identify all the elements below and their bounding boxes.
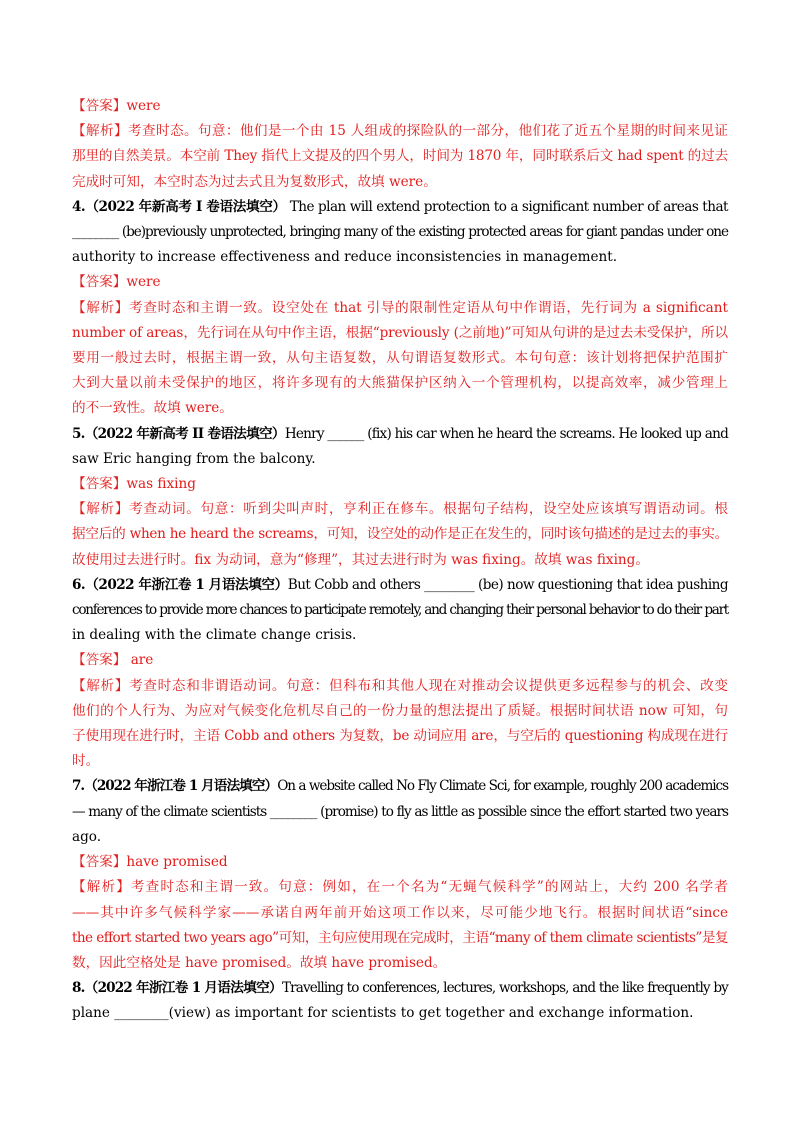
answer-line: 【答案】was fixing: [72, 476, 196, 493]
question-body-line: ________ (be)previously unprotected, bringing many of the existing protected areas for giant pandas under one: [72, 224, 728, 241]
answer-line: 【答案】were: [72, 274, 161, 291]
question-body-line: saw Eric hanging from the balcony.: [72, 450, 316, 467]
question-text: The plan will extend protection to a significant number of areas that: [285, 198, 728, 215]
question-body-line: in dealing with the climate change crisis.: [72, 627, 357, 644]
question-text: Travelling to conferences, lectures, workshops, and the like frequently by: [281, 980, 728, 997]
question-line: [72, 422, 728, 447]
analysis-line: 数，因此空格处是 have promised。故填 have promised。: [72, 954, 447, 971]
question-number: 4.（2022 年新高考 I 卷语法填空）: [72, 198, 286, 215]
question-body-line: — many of the climate scientists ________ (promise) to fly as little as possible since the effort started two years: [72, 803, 728, 820]
analysis-line: 要用一般过去时，根据主谓一致，从句主语复数，从句谓语复数形式。本句句意：该计划将把保护范围扩: [72, 350, 728, 367]
question-text: But Cobb and others ________ (be) now questioning that idea pushing: [287, 576, 728, 593]
answer-line: 【答案】 are: [72, 652, 154, 669]
question-line: [72, 976, 728, 1001]
analysis-line: 【解析】考查时态和非谓语动词。句意：但科布和其他人现在对推动会议提供更多远程参与的机会、改变: [72, 677, 728, 694]
question-body-line: plane ________(view) as important for scientists to get together and exchange information.: [72, 1005, 694, 1022]
analysis-line: 时。: [72, 753, 100, 770]
analysis-line: 那里的自然美景。本空前 They 指代上文提及的四个男人，时间为 1870 年，同时联系后文 had spent 的过去: [72, 148, 728, 165]
question-text: Henry ______ (fix) his car when he heard the screams. He looked up and: [284, 425, 728, 442]
analysis-line: 子使用现在进行时，主语 Cobb and others 为复数，be 动词应用 are，与空后的 questioning 构成现在进行: [72, 728, 728, 745]
analysis-line: 他们的个人行为、为应对气候变化危机尽自己的一份力量的想法提出了质疑。根据时间状语 now 可知，句: [72, 702, 728, 719]
question-number: 7.（2022 年浙江卷 1 月语法填空）: [72, 778, 278, 795]
analysis-line: 大到大量以前未受保护的地区，将许多现有的大熊猫保护区纳入一个管理机构，以提高效率，减少管理上: [72, 375, 728, 392]
analysis-line: 【解析】考查时态和主谓一致。设空处在 that 引导的限制性定语从句中作谓语，先行词为 a significant: [72, 299, 728, 316]
analysis-line: 【解析】考查动词。句意：听到尖叫声时，亨利正在修车。根据句子结构，设空处应该填写谓语动词。根: [72, 501, 728, 518]
question-body-line: ago.: [72, 828, 102, 845]
answer-line: 【答案】have promised: [72, 854, 228, 871]
analysis-line: ——其中许多气候科学家——承诺自两年前开始这项工作以来，尽可能少地飞行。根据时间状语“since: [72, 904, 728, 921]
analysis-line: number of areas，先行词在从句中作主语，根据“previously (之前地)”可知从句讲的是过去未受保护，所以: [72, 324, 728, 341]
question-number: 5.（2022 年新高考 II 卷语法填空）: [72, 425, 285, 442]
question-body-line: conferences to provide more chances to participate remotely, and changing their personal behavior to do their part: [72, 602, 728, 619]
answer-line: 【答案】were: [72, 98, 161, 114]
question-line: [72, 573, 728, 598]
exercise-content: [72, 94, 728, 1027]
analysis-line: the effort started two years ago”可知，主句应使用现在完成时，主语“many of them climate scientists”是复: [72, 929, 728, 946]
analysis-line: 的不一致性。故填 were。: [72, 400, 233, 417]
analysis-line: 完成时可知，本空时态为过去式且为复数形式，故填 were。: [72, 173, 437, 190]
analysis-line: 【解析】考查时态。句意：他们是一个由 15 人组成的探险队的一部分，他们花了近五个星期的时间来见证: [72, 123, 728, 140]
analysis-line: 故使用过去进行时。fix 为动词，意为“修理”，其过去进行时为 was fixing。故填 was fixing。: [72, 551, 649, 568]
question-line: [72, 195, 728, 220]
question-number: 8.（2022 年浙江卷 1 月语法填空）: [72, 980, 282, 997]
analysis-line: 【解析】考查时态和主谓一致。句意：例如，在一个名为“无蝇气候科学”的网站上，大约 200 名学者: [72, 879, 728, 896]
question-number: 6.（2022 年浙江卷 1 月语法填空）: [72, 576, 288, 593]
question-text: On a website called No Fly Climate Sci, for example, roughly 200 academics: [277, 778, 728, 795]
analysis-line: 据空后的 when he heard the screams，可知，设空处的动作是正在发生的，同时该句描述的是过去的事实。: [72, 526, 728, 543]
question-line: [72, 774, 728, 799]
question-body-line: authority to increase effectiveness and reduce inconsistencies in management.: [72, 249, 618, 266]
